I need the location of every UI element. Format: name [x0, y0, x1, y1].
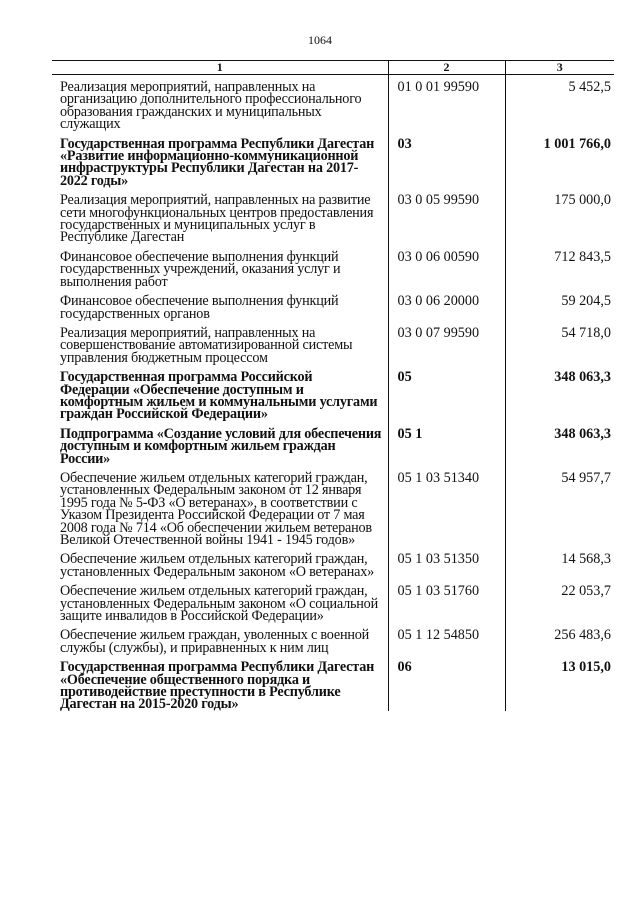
row-code: 03 0 07 99590 — [397, 324, 480, 341]
row-code: 05 1 12 54850 — [397, 627, 480, 644]
table-row — [52, 654, 614, 711]
row-code: 03 0 06 00590 — [397, 248, 480, 265]
row-amount: 22 053,7 — [561, 583, 611, 600]
row-amount: 14 568,3 — [561, 551, 611, 568]
row-amount-cell — [505, 75, 614, 131]
row-name-cell — [52, 622, 388, 654]
row-amount-cell — [505, 364, 614, 421]
row-amount: 54 718,0 — [561, 324, 611, 341]
row-code: 05 — [397, 369, 412, 386]
row-code-cell — [388, 320, 505, 364]
table-row — [52, 320, 614, 364]
table-row — [52, 187, 614, 244]
row-code: 06 — [397, 659, 412, 676]
row-code: 03 0 05 99590 — [397, 192, 480, 209]
row-name: Обеспечение жильем отдельных категорий граждан, установленных Федеральным законом «О социальной защите инвалидов в Российской Федерации» — [60, 583, 378, 625]
row-code-cell — [388, 622, 505, 654]
row-amount: 348 063,3 — [554, 369, 611, 386]
table-row — [52, 622, 614, 654]
column-header-2: 2 — [388, 61, 505, 75]
row-name: Обеспечение жильем отдельных категорий граждан, установленных Федеральным законом от 12 января 1995 года № 5-ФЗ «О ветеранах», в соответствии с Указом Президента Российской Федерации от 7 мая 2008 года № 714 «Об обеспечении жильем ветеранов Великой Отечественной войны 1941 - 1945 годов» — [60, 469, 372, 548]
table-row — [52, 75, 614, 131]
row-name: Финансовое обеспечение выполнения функций государственных органов — [60, 293, 339, 322]
row-amount: 13 015,0 — [561, 659, 611, 676]
row-code-cell — [388, 288, 505, 320]
row-code: 05 1 03 51350 — [397, 551, 480, 568]
row-amount-cell — [505, 578, 614, 622]
row-amount: 712 843,5 — [554, 248, 611, 265]
row-amount-cell — [505, 421, 614, 465]
row-name: Финансовое обеспечение выполнения функций государственных учреждений, оказания услуг и выполнения работ — [60, 248, 341, 290]
row-name: Реализация мероприятий, направленных на совершенствование автоматизированной системы управления бюджетным процессом — [60, 324, 353, 366]
row-code-cell — [388, 578, 505, 622]
row-name-cell — [52, 288, 388, 320]
table-row — [52, 131, 614, 188]
row-amount-cell — [505, 288, 614, 320]
row-code-cell — [388, 364, 505, 421]
row-code-cell — [388, 421, 505, 465]
row-name: Реализация мероприятий, направленных на организацию дополнительного профессионального образования гражданских и муниципальных служащих — [60, 79, 362, 133]
row-amount: 175 000,0 — [554, 192, 611, 209]
row-name-cell — [52, 465, 388, 546]
row-name-cell — [52, 546, 388, 578]
row-name-cell — [52, 654, 388, 711]
table-row — [52, 364, 614, 421]
page-number: 1064 — [308, 33, 332, 47]
row-name: Обеспечение жильем отдельных категорий граждан, установленных Федеральным законом «О ветеранах» — [60, 551, 375, 580]
table-row — [52, 578, 614, 622]
table-body — [52, 75, 614, 711]
table-row — [52, 244, 614, 288]
row-amount: 348 063,3 — [554, 425, 611, 442]
row-code-cell — [388, 131, 505, 188]
row-amount-cell — [505, 465, 614, 546]
row-name: Государственная программа Российской Федерации «Обеспечение доступным и комфортным жильем и коммунальными услугами граждан Российской Федерации» — [60, 369, 378, 423]
row-name-cell — [52, 75, 388, 131]
row-name: Государственная программа Республики Дагестан «Обеспечение общественного порядка и противодействие преступности в Республике Дагестан на 2015-2020 годы» — [60, 659, 375, 713]
table-row — [52, 465, 614, 546]
row-name-cell — [52, 421, 388, 465]
row-code-cell — [388, 654, 505, 711]
row-code: 03 — [397, 135, 412, 152]
row-name-cell — [52, 364, 388, 421]
row-code: 05 1 — [397, 425, 423, 442]
row-name: Обеспечение жильем граждан, уволенных с военной службы (службы), и приравненных к ним лиц — [60, 627, 370, 656]
row-amount: 1 001 766,0 — [543, 135, 611, 152]
row-name: Реализация мероприятий, направленных на развитие сети многофункциональных центров предоставления государственных и муниципальных услуг в Республике Дагестан — [60, 192, 374, 246]
row-amount-cell — [505, 654, 614, 711]
row-name-cell — [52, 187, 388, 244]
row-amount-cell — [505, 546, 614, 578]
row-code-cell — [388, 75, 505, 131]
row-amount-cell — [505, 320, 614, 364]
table-row — [52, 546, 614, 578]
row-name-cell — [52, 244, 388, 288]
table-row — [52, 421, 614, 465]
budget-table — [52, 60, 614, 711]
row-amount-cell — [505, 622, 614, 654]
row-name-cell — [52, 320, 388, 364]
row-code: 01 0 01 99590 — [397, 79, 480, 95]
row-name-cell — [52, 578, 388, 625]
row-amount: 54 957,7 — [561, 469, 611, 486]
row-amount-cell — [505, 244, 614, 288]
row-name-cell — [52, 131, 388, 188]
table-row — [52, 288, 614, 320]
row-code: 05 1 03 51760 — [397, 583, 480, 600]
column-header-1: 1 — [52, 61, 388, 75]
table-header-row — [52, 61, 614, 75]
row-name: Государственная программа Республики Дагестан «Развитие информационно-коммуникационной инфраструктуры Республики Дагестан на 2017- 2022 годы» — [60, 135, 375, 189]
row-amount: 256 483,6 — [554, 627, 611, 644]
row-name: Подпрограмма «Создание условий для обеспечения доступным и комфортным жильем граждан России» — [60, 425, 382, 467]
row-amount: 5 452,5 — [568, 79, 611, 95]
row-amount: 59 204,5 — [561, 293, 611, 310]
row-code-cell — [388, 187, 505, 244]
row-amount-cell — [505, 187, 614, 244]
column-header-3: 3 — [505, 61, 614, 75]
row-amount-cell — [505, 131, 614, 188]
row-code-cell — [388, 546, 505, 578]
row-code-cell — [388, 244, 505, 288]
row-code: 03 0 06 20000 — [397, 293, 480, 310]
row-code-cell — [388, 465, 505, 546]
row-code: 05 1 03 51340 — [397, 469, 480, 486]
